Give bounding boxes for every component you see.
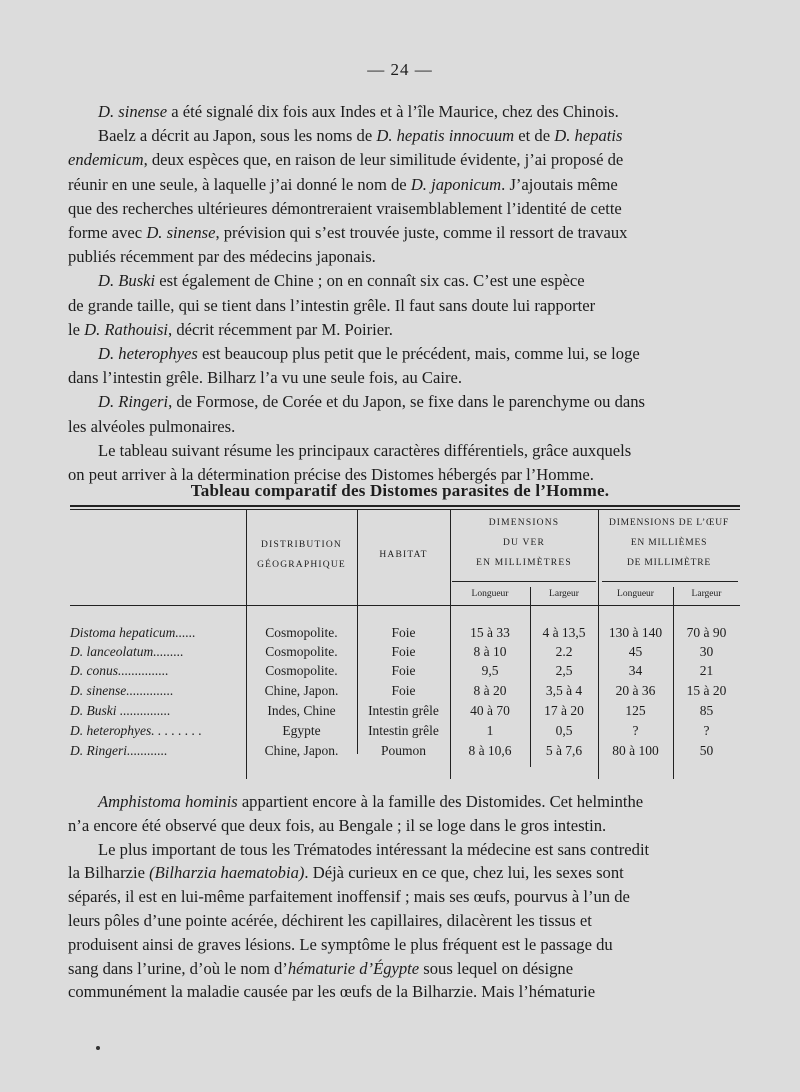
header-bottom-rule	[70, 605, 740, 606]
text-line: Le plus important de tous les Trématodes intéressant la médecine est sans contredit	[98, 839, 650, 859]
text-line: publiés récemment par des médecins japonais.	[68, 247, 376, 267]
text-line: de grande taille, qui se tient dans l’intestin grêle. Il faut sans doute lui rapporter	[68, 295, 596, 315]
body-text-top	[68, 100, 744, 487]
table-top-rule	[70, 505, 740, 507]
subheader-oeuf-longueur: Longueur	[617, 589, 654, 599]
text-line: sang dans l’urine, d’où le nom d’hématurie d’Égypte sous lequel on désigne	[68, 958, 574, 978]
text-line: D. Buski est également de Chine ; on en connaît six cas. C’est une espèce	[98, 271, 585, 291]
header-underline	[452, 581, 596, 582]
page-number: — 24 —	[367, 60, 433, 79]
text-line: D. heterophyes est beaucoup plus petit que le précédent, mais, comme lui, se loge	[98, 344, 640, 364]
text-line: séparés, il est en lui-même parfaitement inoffensif ; mais ses œufs, pourvus à l’un de	[68, 887, 630, 907]
text-line: le D. Rathouisi, décrit récemment par M. Poirier.	[68, 319, 393, 339]
table-title: Tableau comparatif des Distomes parasites de l’Homme.	[190, 481, 610, 500]
table-top-rule-thin	[70, 509, 740, 510]
subheader-oeuf-largeur: Largeur	[691, 589, 722, 599]
text-line: que des recherches ultérieures démontreraient vraisemblablement l’identité de cette	[68, 198, 622, 218]
text-line: communément la maladie causée par les œufs de la Bilharzie. Mais l’hématurie	[68, 982, 596, 1002]
subheader-ver-longueur: Longueur	[471, 589, 509, 599]
text-line: la Bilharzie (Bilharzia haematobia). Déjà curieux en ce que, chez lui, les sexes sont	[68, 863, 624, 883]
text-line: les alvéoles pulmonaires.	[68, 416, 236, 436]
text-line: Amphistoma hominis appartient encore à la famille des Distomides. Cet helminthe	[98, 792, 644, 811]
body-text-bottom	[68, 790, 744, 1004]
ink-speck	[96, 1046, 100, 1050]
text-line: forme avec D. sinense, prévision qui s’est trouvée juste, comme il ressort de travaux	[68, 223, 628, 243]
header-habitat: HABITAT	[379, 550, 428, 560]
text-line: Baelz a décrit au Japon, sous les noms de D. hepatis innocuum et de D. hepatis	[98, 126, 623, 146]
text-line: produisent ainsi de graves lésions. Le symptôme le plus fréquent est le passage du	[68, 934, 613, 954]
text-line: n’a encore été observé que deux fois, au Bengale ; il se loge dans le gros intestin.	[68, 815, 607, 835]
text-line: dans l’intestin grêle. Bilharz l’a vu une seule fois, au Caire.	[68, 368, 462, 388]
text-line: Le tableau suivant résume les principaux caractères différentiels, grâce auxquels	[98, 440, 632, 460]
text-line: D. Ringeri, de Formose, de Corée et du Japon, se fixe dans le parenchyme ou dans	[98, 392, 645, 412]
text-line: endemicum, deux espèces que, en raison de leur similitude évidente, j’ai proposé de	[68, 150, 624, 170]
text-line: réunir en une seule, à laquelle j’ai donné le nom de D. japonicum. J’ajoutais même	[68, 174, 618, 194]
header-underline	[602, 581, 738, 582]
header-dimensions-ver: DIMENSIONS DU VER EN MILLIMÈTRES	[476, 518, 572, 568]
text-line: D. sinense a été signalé dix fois aux Indes et à l’île Maurice, chez des Chinois.	[98, 102, 619, 121]
text-line: on peut arriver à la détermination précise des Distomes hébergés par l’Homme.	[68, 465, 594, 485]
header-dimensions-oeuf: DIMENSIONS DE L’ŒUF EN MILLIÈMES DE MILLIMÈTRE	[609, 518, 729, 568]
header-distribution: DISTRIBUTION GÉOGRAPHIQUE	[257, 540, 346, 570]
subheader-ver-largeur: Largeur	[549, 589, 579, 599]
text-line: leurs pôles d’une pointe acérée, déchirent les capillaires, dilacèrent les tissus et	[68, 910, 592, 930]
distomes-table: DISTRIBUTION GÉOGRAPHIQUE HABITAT DIMENSIONS DU VER EN MILLIMÈTRES DIMENSIONS DE L’ŒUF EN MILLIÈMES DE MILLIMÈTRE Longueur Largeur Longueur Largeur Distoma hepaticum...... Cosmopolite. Foie 15 à 33 4 à 13,5 130 à 140 70 à 90 D. lanceolatum......... Cosmopolite. Foie 8 à 10 2.2 45 30 D. conus............... Cosmopolite. Foie 9,5 2,5 34 21 D. sinense.............. Chine, Japon. Foie 8 à 20 3,5 à 4 20 à 36 15 à 20 D. Buski ............... Indes, Chine Intestin grêle 40 à 70 17 à 20 125 85 D. heterophyes. . . . . . . . Egypte Intestin grêle 1 0,5 ? ? D. Ringeri............ Chine, Japon. Poumon 8 à 10,6 5 à 7,6 80 à 100 50	[70, 505, 740, 785]
